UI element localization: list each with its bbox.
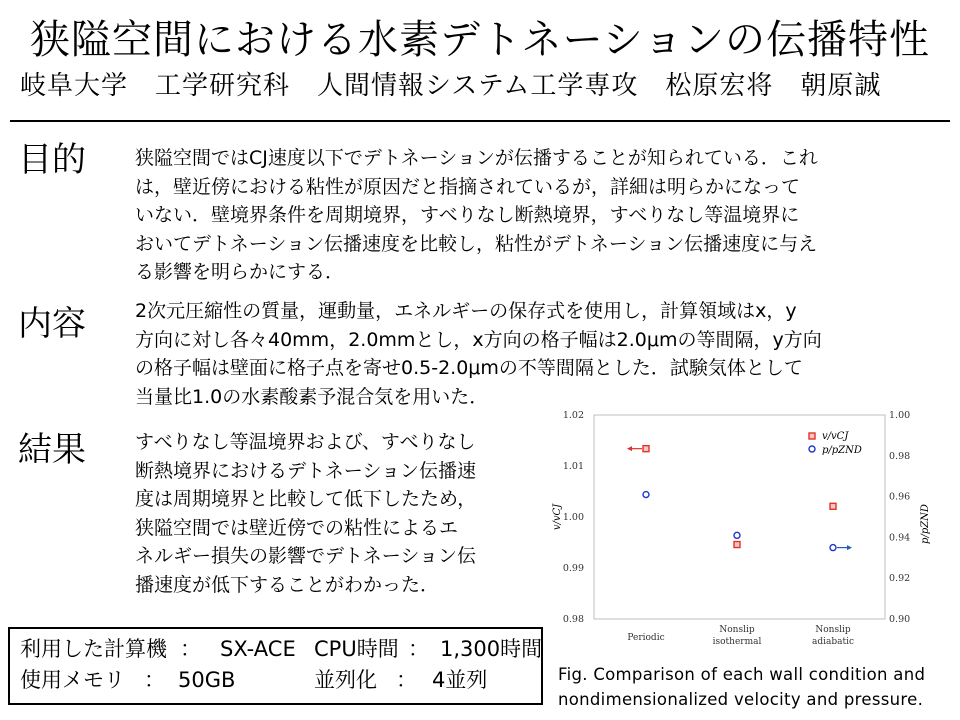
data-marks — [627, 446, 852, 551]
category-labels — [627, 625, 854, 647]
category-label: Nonslip — [719, 625, 755, 635]
result-heading: 結果 — [18, 430, 86, 470]
cpu-time-value: 1,300時間 — [440, 637, 543, 661]
pressure-point — [643, 492, 649, 498]
velocity-point — [830, 503, 836, 509]
result-line: 度は周期境界と比較して低下したため， — [135, 488, 477, 510]
wall-condition-chart — [548, 404, 960, 660]
purpose-line: は，壁近傍における粘性が原因だと指摘されているが，詳細は明らかになって — [135, 175, 801, 198]
content-heading: 内容 — [18, 304, 86, 344]
parallel-separator: ： — [396, 668, 417, 692]
purpose-text — [135, 144, 935, 287]
content-line: の格子幅は壁面に格子点を寄せ0.5-2.0μmの不等間隔とした．試験気体として — [135, 357, 803, 379]
result-line: 播速度が低下することがわかった． — [135, 573, 440, 596]
y2-axis-title: p/pZND — [920, 504, 931, 544]
poster-title: 狭隘空間における水素デトネーションの伝播特性 — [30, 17, 930, 63]
purpose-line: おいてデトネーション伝播速度を比較し，粘性がデトネーション伝播速度に与え — [135, 232, 818, 255]
y2-tick-label: 0.92 — [889, 573, 911, 585]
content-line: 当量比1.0の水素酸素予混合気を用いた． — [135, 385, 489, 408]
y2-tick-label: 0.94 — [889, 532, 911, 544]
cpu-time-label: CPU時間 — [314, 637, 399, 661]
y-axis-title: v/vCJ — [552, 503, 563, 531]
y2-tick-label: 0.90 — [889, 614, 911, 625]
result-line: 狭隘空間では壁近傍での粘性によるエ — [135, 516, 459, 539]
left-axis-ticks — [563, 410, 584, 625]
content-line: 方向に対し各々40mm，2.0mmとし，x方向の格子幅は2.0μmの等間隔，y方向 — [135, 328, 822, 351]
computer-label: 利用した計算機 — [20, 637, 167, 661]
result-line: すべりなし等温境界および、すべりなし — [135, 431, 476, 453]
y-tick-label: 0.98 — [562, 614, 584, 625]
category-label: adiabatic — [811, 637, 855, 647]
legend-velocity-marker — [809, 433, 815, 439]
category-label: Periodic — [627, 633, 665, 643]
cpu-time-separator: ： — [408, 637, 429, 661]
pressure-point — [734, 532, 740, 538]
velocity-point — [734, 542, 740, 548]
computer-value: SX-ACE — [220, 637, 296, 661]
memory-label: 使用メモリ — [20, 668, 125, 692]
computer-separator: ： — [180, 637, 201, 661]
purpose-line: 狭隘空間ではCJ速度以下でデトネーションが伝播することが知られている．これ — [135, 147, 818, 169]
y2-tick-label: 0.98 — [889, 450, 911, 462]
category-label: isothermal — [712, 637, 762, 647]
velocity-arrowhead — [627, 446, 632, 451]
memory-value: 50GB — [178, 668, 236, 692]
header-divider — [10, 120, 950, 122]
y-tick-label: 1.02 — [562, 410, 584, 421]
memory-separator: ： — [144, 668, 165, 692]
y-tick-label: 0.99 — [562, 563, 584, 574]
author-affiliations: 岐阜大学 工学研究科 人間情報システム工学専攻 松原宏将 朝原誠 — [20, 71, 882, 101]
caption-line: nondimensionalized velocity and pressure. — [558, 690, 924, 709]
y2-tick-label: 0.96 — [889, 491, 911, 503]
parallel-value: 4並列 — [432, 668, 488, 692]
y-tick-label: 1.01 — [562, 461, 584, 472]
purpose-line: いない．壁境界条件を周期境界，すべりなし断熱境界，すべりなし等温境界に — [135, 204, 800, 226]
result-text — [135, 428, 545, 599]
pressure-arrowhead — [847, 545, 852, 550]
content-line: 2次元圧縮性の質量，運動量，エネルギーの保存式を使用し，計算領域はx，y — [135, 300, 797, 322]
parallel-label: 並列化 — [314, 668, 377, 692]
purpose-heading: 目的 — [18, 140, 86, 180]
figure-caption — [558, 662, 958, 712]
y2-tick-label: 1.00 — [889, 410, 911, 421]
content-text — [135, 297, 935, 411]
velocity-point — [643, 446, 649, 452]
caption-line: Fig. Comparison of each wall condition and — [558, 665, 926, 684]
legend-pressure-label: p/pZND — [822, 445, 862, 456]
computing-resources-box — [8, 627, 543, 705]
legend-velocity-label: v/vCJ — [822, 431, 849, 442]
legend-pressure-marker — [809, 446, 815, 452]
y-tick-label: 1.00 — [562, 512, 584, 523]
result-line: 断熱境界におけるデトネーション伝播速 — [135, 459, 477, 482]
purpose-line: る影響を明らかにする． — [135, 261, 345, 283]
right-axis-ticks — [889, 410, 910, 625]
pressure-point — [830, 545, 836, 551]
result-line: ネルギー損失の影響でデトネーション伝 — [135, 545, 477, 567]
category-label: Nonslip — [815, 625, 851, 635]
chart-legend — [809, 431, 862, 456]
